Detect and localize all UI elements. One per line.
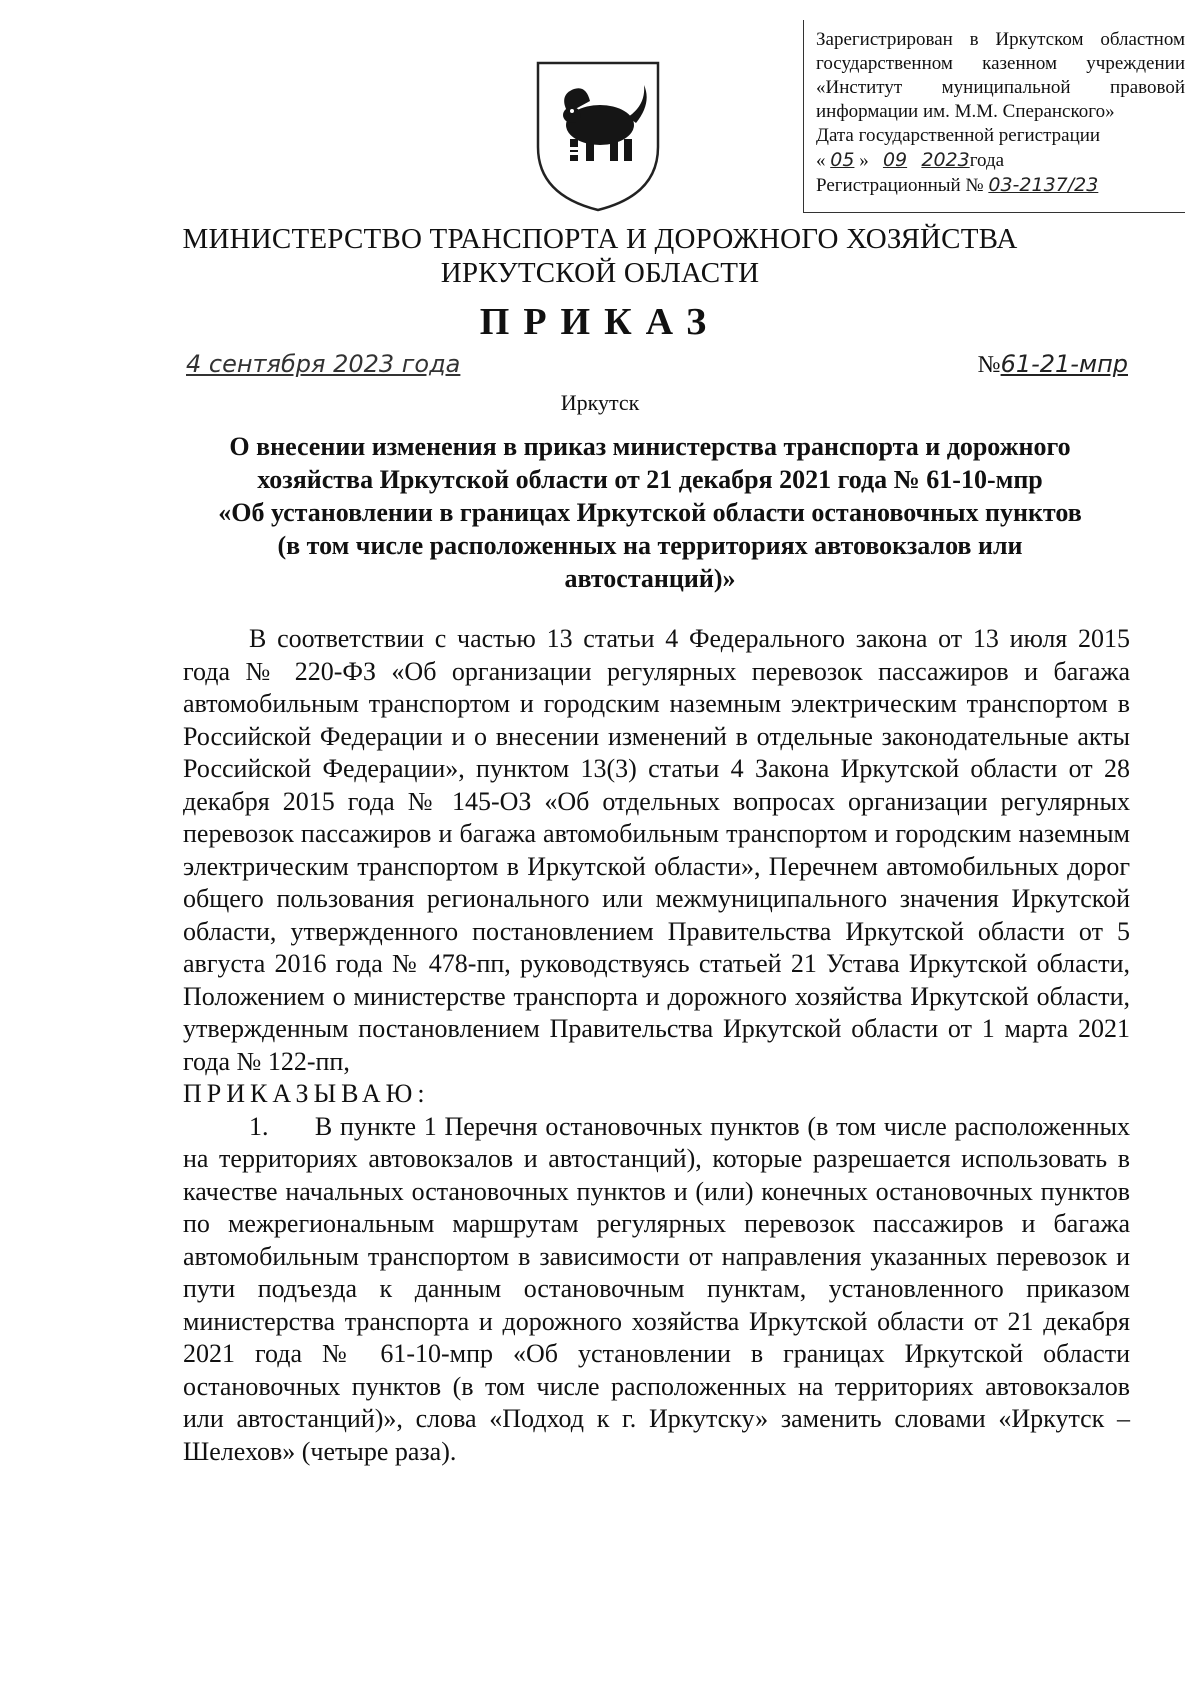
city: Иркутск bbox=[560, 390, 640, 415]
order-item-1 bbox=[183, 1111, 1130, 1469]
order-body bbox=[183, 623, 1130, 1468]
title-line-1: О внесении изменения в приказ министерства транспорта и дорожного bbox=[229, 432, 1071, 461]
stamp-line-4: информации им. М.М. Сперанского» bbox=[816, 101, 1115, 122]
title-line-5: автостанций)» bbox=[564, 564, 736, 593]
stamp-registration-number bbox=[816, 173, 1185, 198]
stamp-line-2: государственном казенном учреждении bbox=[816, 53, 1185, 74]
stamp-reg-number: 03-2137/23 bbox=[988, 174, 1099, 196]
stamp-date-month: 09 bbox=[882, 149, 908, 171]
stamp-date-day: 05 bbox=[830, 149, 855, 171]
preamble-paragraph: В соответствии с частью 13 статьи 4 Федерального закона от 13 июля 2015 года № 220-ФЗ «Об организации регулярных перевозок пассажиров и багажа автомобильным транспортом и городским наземным электрическим транспортом в Российской Федерации и о внесении изменений в отдельные законодательные акты Российской Федерации», пунктом 13(3) статьи 4 Закона Иркутской области от 28 декабря 2015 года № 145-ОЗ «Об отдельных вопросах организации регулярных перевозок пассажиров и багажа автомобильным транспортом и городским наземным электрическим транспортом в Иркутской области», Перечнем автомобильных дорог общего пользования регионального или межмуниципального значения Иркутской области, утвержденного постановлением Правительства Иркутской области от 5 августа 2016 года № 478-пп, руководствуясь статьей 21 Устава Иркутской области, Положением о министерстве транспорта и дорожного хозяйства Иркутской области, утвержденным постановлением Правительства Иркутской области от 1 марта 2021 года № 122-пп, bbox=[183, 624, 1130, 1076]
title-line-3: «Об установлении в границах Иркутской области остановочных пунктов bbox=[218, 498, 1082, 527]
document-type: ПРИКАЗ bbox=[479, 301, 721, 343]
item-1-text: В пункте 1 Перечня остановочных пунктов (в том числе расположенных на территориях автовокзалов и автостанций), которые разрешается использовать в качестве начальных остановочных пунктов и (или) конечных остановочных пунктов по межрегиональным маршрутам регулярных перевозок пассажиров и багажа автомобильным транспортом в зависимости от направления указанных перевозок и пути подъезда к данным остановочным пунктам, установленного приказом министерства транспорта и дорожного хозяйства Иркутской области от 21 декабря 2021 года № 61-10-мпр «Об установлении в границах Иркутской области остановочных пунктов (в том числе расположенных на территориях автовокзалов или автостанций)», слова «Подход к г. Иркутску» заменить словами «Иркутск – Шелехов» (четыре раза). bbox=[183, 1111, 1130, 1466]
stamp-date-year: 2023 bbox=[921, 149, 970, 171]
stamp-line-5: Дата государственной регистрации bbox=[816, 125, 1101, 146]
title-line-2: хозяйства Иркутской области от 21 декабря 2021 года № 61-10-мпр bbox=[257, 465, 1043, 494]
registration-stamp bbox=[803, 20, 1185, 213]
coat-of-arms-icon bbox=[528, 55, 668, 215]
order-title bbox=[170, 430, 1130, 595]
stamp-line-3: «Институт муниципальной правовой bbox=[816, 77, 1185, 98]
order-date-handwritten: 4 сентября 2023 года bbox=[186, 350, 461, 378]
stamp-date-close-quote: » bbox=[859, 150, 869, 171]
stamp-reg-label: Регистрационный № bbox=[816, 175, 984, 196]
ministry-line-2: ИРКУТСКОЙ ОБЛАСТИ bbox=[440, 257, 760, 289]
order-number bbox=[978, 350, 1128, 379]
order-directive: ПРИКАЗЫВАЮ: bbox=[183, 1079, 430, 1108]
stamp-date-suffix: года bbox=[969, 150, 1005, 171]
item-1-number: 1. bbox=[249, 1111, 269, 1141]
order-number-handwritten: 61-21-мпр bbox=[1000, 350, 1128, 378]
stamp-registration-date bbox=[816, 148, 1185, 173]
ministry-line-1: МИНИСТЕРСТВО ТРАНСПОРТА И ДОРОЖНОГО ХОЗЯЙСТВА bbox=[182, 223, 1018, 255]
order-number-prefix: № bbox=[977, 352, 1001, 378]
title-line-4: (в том числе расположенных на территориях автовокзалов или bbox=[277, 531, 1023, 560]
ministry-name bbox=[150, 222, 1050, 290]
stamp-date-open-quote: « bbox=[816, 150, 826, 171]
stamp-line-1: Зарегистрирован в Иркутском областном bbox=[816, 29, 1185, 50]
